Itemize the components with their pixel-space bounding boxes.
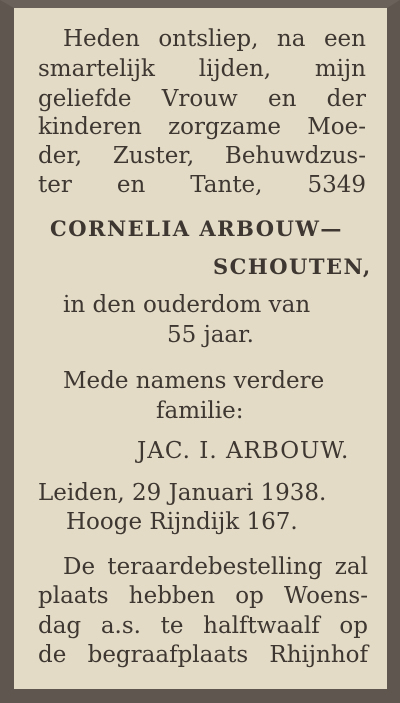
intro-word: Vrouw <box>161 86 238 112</box>
intro-word: ter <box>38 172 72 198</box>
burial-word: a.s. <box>100 613 141 639</box>
intro-word: Heden <box>63 26 140 52</box>
intro-word: kinderen <box>38 114 142 140</box>
intro-line <box>38 116 366 139</box>
intro-line <box>38 88 366 111</box>
burial-word: halftwaalf <box>203 613 320 639</box>
intro-word: een <box>323 26 366 52</box>
signatory: JAC. I. ARBOUW. <box>137 438 350 464</box>
burial-word: begraafplaats <box>87 642 249 668</box>
intro-word: Moe- <box>307 114 366 140</box>
burial-word: teraardebestelling <box>107 554 323 580</box>
burial-line <box>38 644 368 667</box>
deceased-name-line1: CORNELIA ARBOUW— <box>50 216 343 241</box>
intro-word: Zuster, <box>112 143 195 169</box>
intro-line <box>63 28 366 51</box>
deceased-name-line2: SCHOUTEN, <box>213 254 372 279</box>
intro-word: 5349 <box>307 172 366 198</box>
intro-word: en <box>267 86 297 112</box>
burial-line <box>63 556 368 579</box>
burial-word: zal <box>334 554 368 580</box>
intro-word: der, <box>38 143 83 169</box>
burial-word: op <box>339 613 368 639</box>
intro-line <box>38 174 366 197</box>
intro-word: mijn <box>314 56 366 82</box>
burial-word: plaats <box>38 583 109 609</box>
burial-word: De <box>63 554 96 580</box>
burial-word: te <box>160 613 184 639</box>
intro-word: zorgzame <box>168 114 281 140</box>
burial-word: op <box>235 583 264 609</box>
intro-word: smartelijk <box>38 56 155 82</box>
age-line1: in den ouderdom van <box>63 292 311 318</box>
burial-line <box>38 615 368 638</box>
intro-word: geliefde <box>38 86 132 112</box>
intro-line <box>38 58 366 81</box>
intro-word: lijden, <box>198 56 272 82</box>
intro-word: ontsliep, <box>158 26 259 52</box>
intro-word: der <box>326 86 366 112</box>
place-date: Leiden, 29 Januari 1938. <box>38 480 327 506</box>
burial-word: Woens- <box>284 583 368 609</box>
burial-word: de <box>38 642 67 668</box>
burial-word: hebben <box>128 583 216 609</box>
intro-word: Tante, <box>190 172 263 198</box>
mede-namens-line2: familie: <box>156 398 244 424</box>
mede-namens-line1: Mede namens verdere <box>63 368 325 394</box>
burial-word: Rhijnhof <box>269 642 368 668</box>
intro-word: Behuwdzus- <box>224 143 366 169</box>
age-line2: 55 jaar. <box>167 322 254 348</box>
address: Hooge Rijndijk 167. <box>66 509 298 535</box>
intro-word: na <box>276 26 306 52</box>
burial-line <box>38 585 368 608</box>
intro-line <box>38 145 366 168</box>
intro-word: en <box>116 172 146 198</box>
burial-word: dag <box>38 613 82 639</box>
